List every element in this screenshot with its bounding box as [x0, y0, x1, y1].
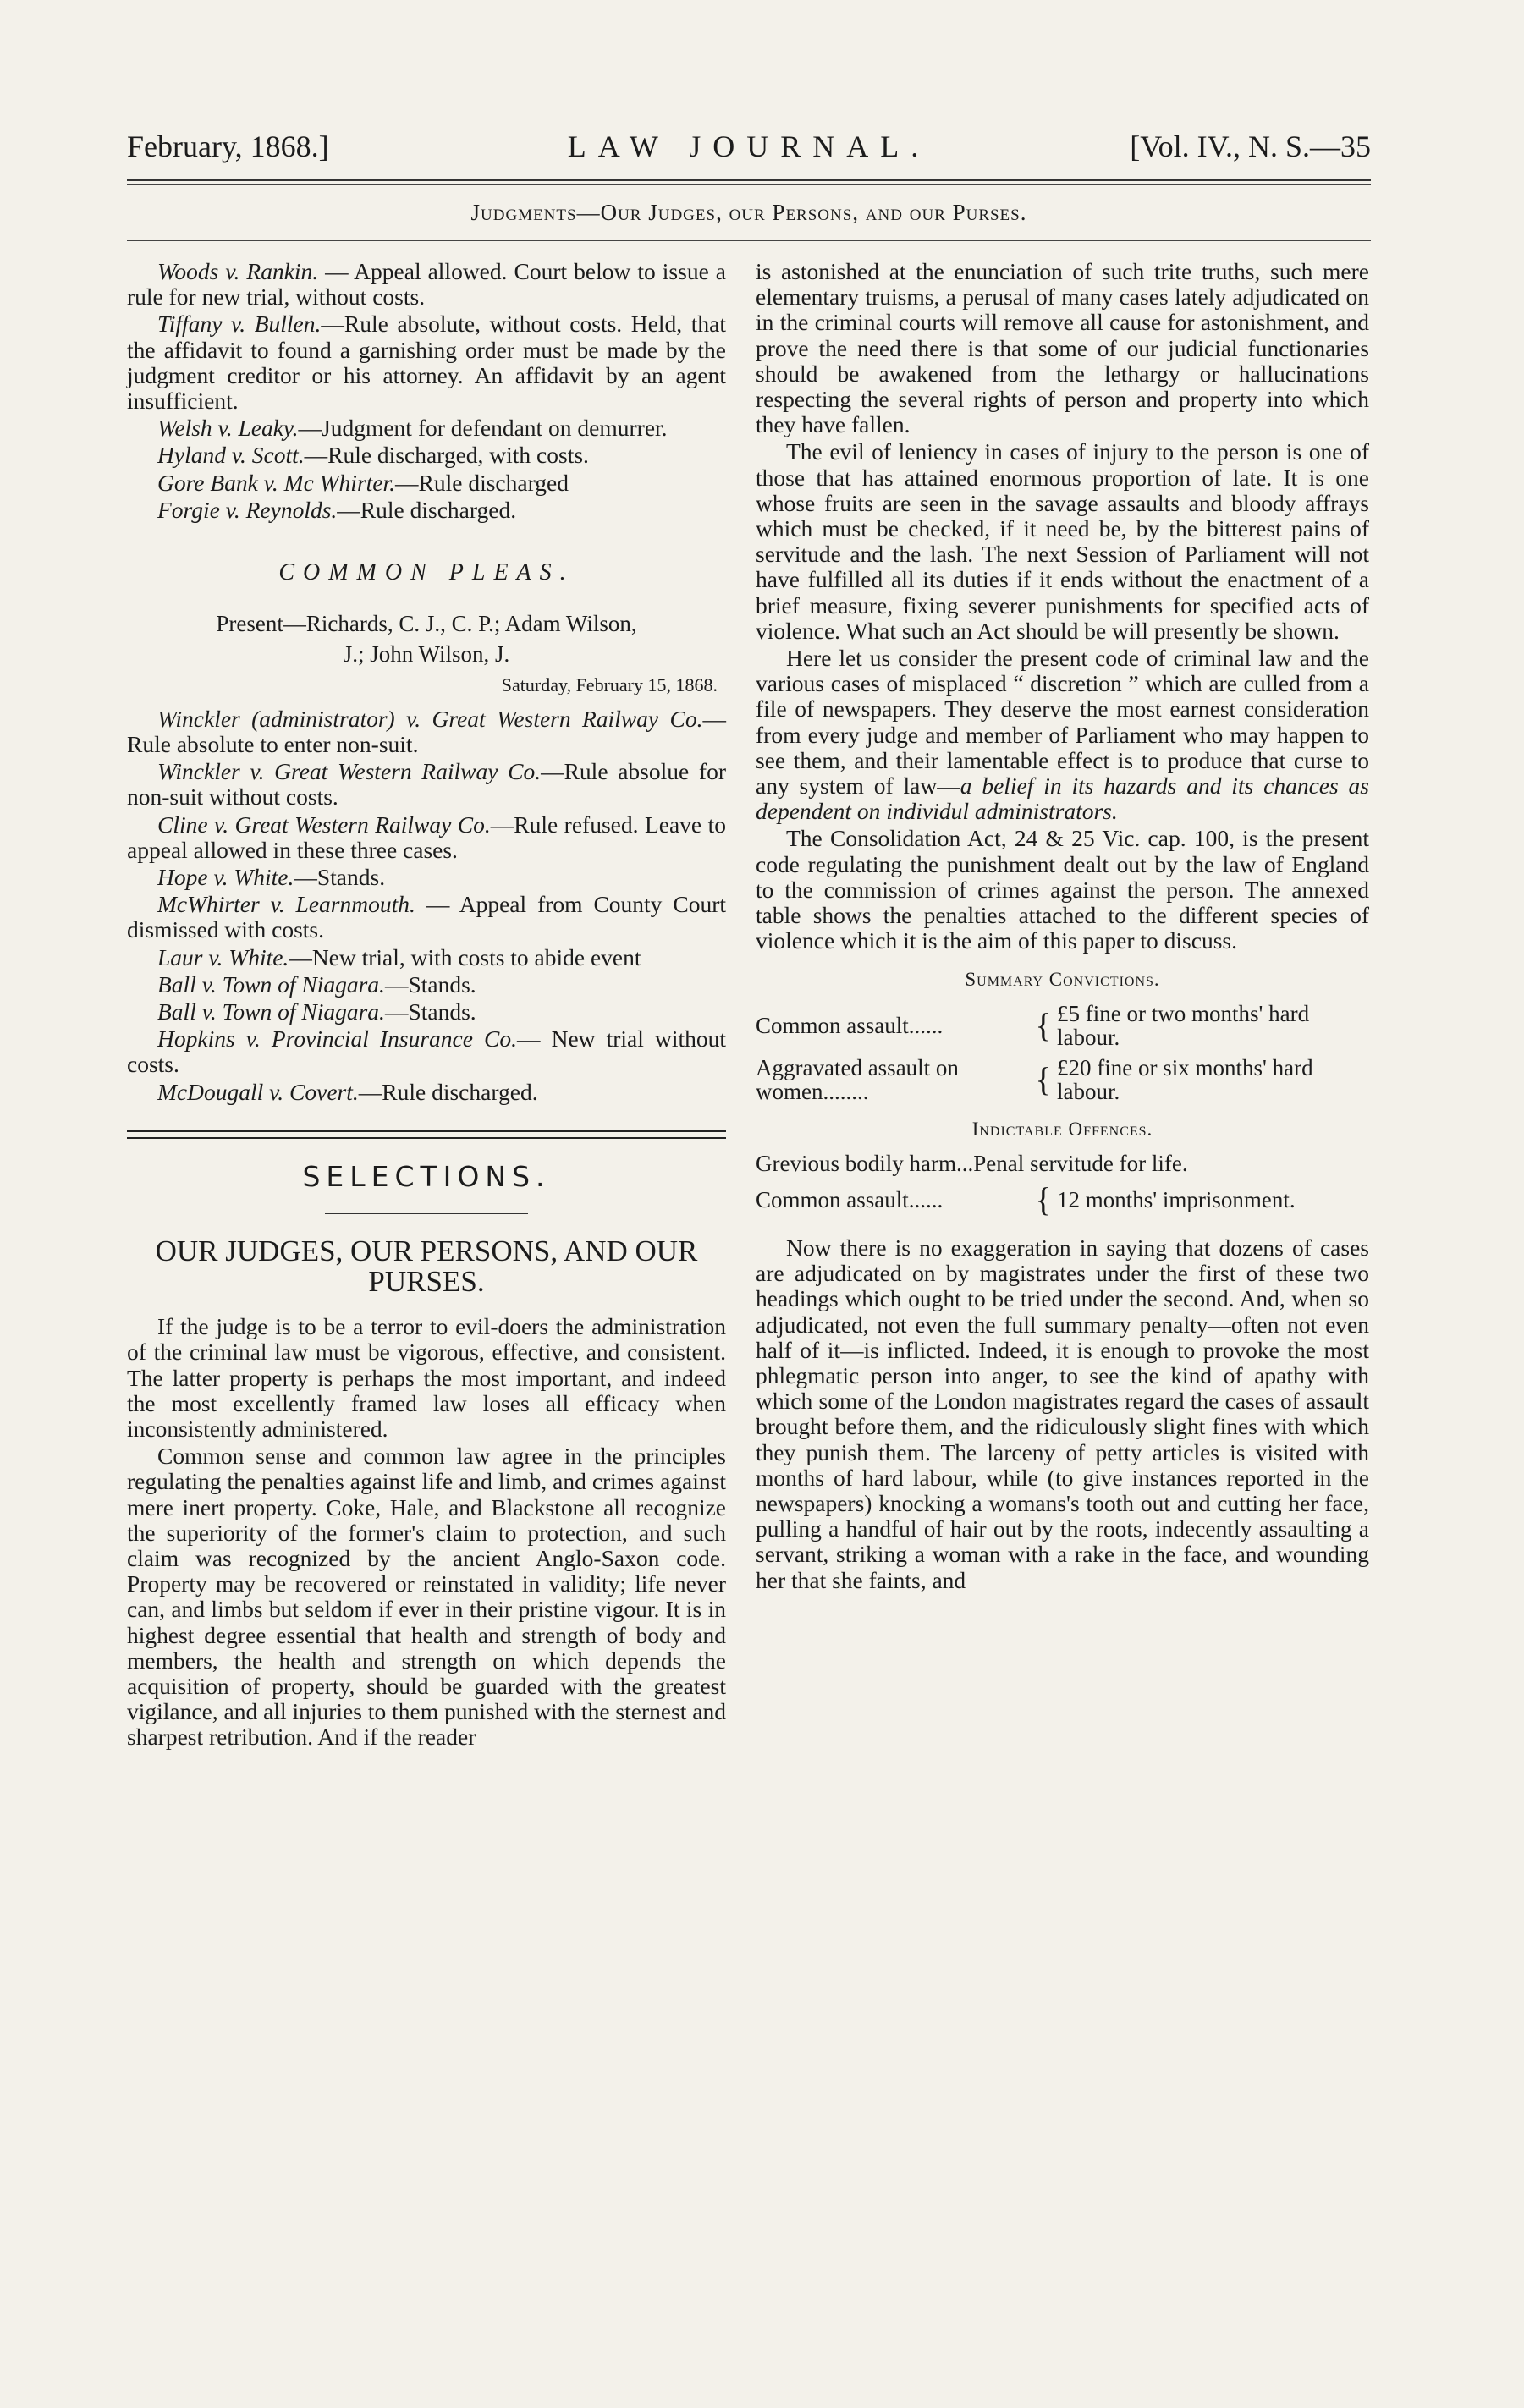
case-ruling: —Rule refused. Leave to appeal allowed in these three cases. — [127, 811, 726, 863]
article-paragraph: Common sense and common law agree in the principles regulating the penalties against life and limb, and crimes against mere inert property. Coke, Hale, and Blackstone all recognize the superiority of the former's claim to protection, and such claim was recognized by the ancient Anglo-Saxon code. Property may be recovered or reinstated in validity; life never can, and limbs but seldom if ever in their pristine vigour. It is in highest degree essential that health and strength of body and members, the health and strength on which depends the acquisition of property, should be guarded with the greatest vigilance, and all injuries to them punished with the sternest and sharpest retribution. And if the reader — [127, 1443, 726, 1751]
case-ruling: —Rule absolue for non-suit without costs. — [127, 758, 726, 811]
penalty-text: 12 months' imprisonment. — [1057, 1186, 1296, 1212]
title-rule — [325, 1213, 528, 1214]
judgment-entry — [127, 945, 726, 970]
sitting-date: Saturday, February 15, 1868. — [501, 673, 718, 695]
article-paragraph — [756, 646, 1369, 824]
header-rule-bottom — [127, 184, 1371, 185]
offence-name: Common assault...... — [756, 1186, 944, 1212]
present-judges-line2: J.; John Wilson, J. — [343, 641, 510, 668]
article-paragraph: The Consolidation Act, 24 & 25 Vic. cap. 100, is the present code regulating the punishment dealt out by the law of England to the commission of crimes against the person. The annexed table shows the penalties attached to the different species of violence which it is the aim of this paper to discuss. — [756, 825, 1369, 954]
case-ruling: —Rule discharged. — [337, 496, 517, 523]
court-heading: COMMON PLEAS. — [278, 559, 575, 586]
offence-name: Aggravated assault on women........ — [756, 1054, 959, 1104]
section-rule — [127, 240, 1371, 241]
case-name: Hopkins v. Provincial Insurance Co. — [157, 1025, 518, 1053]
penalty-text: £5 fine or two months' hard labour. — [1057, 1000, 1310, 1050]
judgment-entry — [127, 498, 726, 523]
left-column — [127, 259, 726, 1752]
judgment-entry — [127, 812, 726, 863]
judgment-entry — [127, 443, 726, 468]
case-ruling: — New trial without costs. — [127, 1025, 726, 1078]
case-name: Gore Bank v. Mc Whirter. — [157, 469, 396, 496]
judgment-entry — [127, 259, 726, 310]
case-ruling: —Stands. — [294, 864, 386, 891]
case-ruling: —Judgment for defendant on demurrer. — [298, 415, 668, 442]
case-name: Laur v. White. — [157, 943, 289, 970]
case-name: Woods v. Rankin. — [157, 258, 319, 284]
paragraph-text: Here let us consider the present code of criminal law and the various cases of misplaced “ discretion ” which are culled from a file of newspapers. They deserve the most earnest consideration from every judge and member of Parliament who may happen to see them, and their lamentable effect is to produce that curse to any system of law— — [756, 645, 1369, 800]
right-column — [756, 259, 1369, 1595]
judgment-entry — [127, 311, 726, 414]
case-ruling: —New trial, with costs to abide event — [289, 943, 641, 970]
offence-name: Common assault...... — [756, 1012, 944, 1038]
running-head — [127, 129, 1371, 171]
section-divider — [127, 1130, 726, 1139]
case-ruling: —Rule discharged, with costs. — [304, 442, 589, 469]
case-name: Welsh v. Leaky. — [157, 415, 299, 442]
case-name: McWhirter v. Learnmouth. — [157, 891, 415, 918]
judgment-entry — [127, 759, 726, 810]
case-name: Ball v. Town of Niagara. — [157, 998, 385, 1025]
judgment-entry — [127, 1026, 726, 1077]
case-name: Cline v. Great Western Railway Co. — [157, 811, 491, 838]
case-name: Winckler v. Great Western Railway Co. — [157, 758, 542, 785]
penalty-row: Grevious bodily harm...Penal servitude for life. — [756, 1150, 1188, 1176]
article-paragraph: is astonished at the enunciation of such trite truths, such mere elementary truisms, a perusal of many cases lately adjudicated on in the criminal courts will remove all cause for astonishment, and prove the need there is that some of our judicial functionaries should be awakened from the lethargy or hallucinations respecting the several rights of person and property into which they have fallen. — [756, 258, 1369, 438]
judgment-entry — [127, 1080, 726, 1105]
selections-heading: SELECTIONS. — [302, 1159, 551, 1193]
article-title: OUR JUDGES, OUR PERSONS, AND OUR PURSES. — [155, 1234, 698, 1299]
case-name: Hyland v. Scott. — [157, 442, 305, 469]
header-date: February, 1868.] — [127, 129, 329, 163]
penalty-row — [756, 1179, 1369, 1218]
case-ruling: —Rule absolute to enter non-suit. — [127, 705, 726, 758]
judgment-entry — [127, 706, 726, 757]
brace-glyph: { — [1035, 1059, 1052, 1098]
article-paragraph: Now there is no exaggeration in saying that dozens of cases are adjudicated on by magistrates under the first of these two headings which ought to be tried under the second. And, when so adjudicated, not even the full summary penalty—often not even half of it—is inflicted. Indeed, it is enough to provoke the most phlegmatic person into anger, to see the kind of apathy with which some of the London magistrates regard the cases of assault brought before them, and the ridiculously slight fines with which they punish them. The larceny of petty articles is visited with months of hard labour, while (to give instances reported in the newspapers) knocking a womans's tooth out and cutting her face, pulling a handful of hair out by the roots, indecently assaulting a servant, striking a woman with a rake in the face, and wounding her that she faints, and — [756, 1234, 1369, 1593]
case-name: Winckler (administrator) v. Great Western Railway Co. — [157, 705, 703, 732]
case-name: Hope v. White. — [157, 864, 294, 891]
penalties-table — [756, 967, 1369, 1216]
brace-glyph: { — [1035, 1179, 1052, 1218]
judgment-entry — [127, 999, 726, 1025]
case-ruling: — Appeal allowed. Court below to issue a rule for new trial, without costs. — [127, 258, 726, 311]
case-ruling: —Rule absolute, without costs. Held, that the affidavit to found a garnishing order must be made by the judgment creditor or his attorney. An affidavit by an agent insufficient. — [127, 311, 727, 415]
section-running-title: Judgments—Our Judges, our Persons, and our Purses. — [470, 200, 1027, 225]
indictable-offences-heading: Indictable Offences. — [971, 1118, 1153, 1140]
judgment-entry — [127, 972, 726, 998]
case-name: McDougall v. Covert. — [157, 1078, 359, 1105]
brace-glyph: { — [1035, 1005, 1052, 1044]
judgment-entry — [127, 415, 726, 441]
case-ruling: —Rule discharged — [395, 469, 569, 496]
case-ruling: —Stands. — [384, 998, 476, 1025]
header-rule-top — [127, 179, 1371, 181]
present-judges-line1: Present—Richards, C. J., C. P.; Adam Wilson, — [216, 611, 637, 637]
case-ruling: — Appeal from County Court dismissed with costs. — [127, 891, 726, 943]
emphasized-text: a belief in its hazards and its chances as dependent on individul administrators. — [756, 772, 1369, 825]
case-ruling: —Rule discharged. — [358, 1078, 538, 1105]
case-name: Forgie v. Reynolds. — [157, 496, 338, 523]
case-name: Ball v. Town of Niagara. — [157, 970, 385, 998]
judgment-entry — [127, 892, 726, 943]
article-paragraph: If the judge is to be a terror to evil-doers the administration of the criminal law must be vigorous, effective, and consistent. The latter property is perhaps the most important, and indeed the most excellently framed law loses all efficacy when inconsistently administered. — [127, 1313, 726, 1442]
volume-page: [Vol. IV., N. S.—35 — [1130, 129, 1371, 163]
common-pleas-cases — [127, 706, 726, 1105]
summary-convictions-heading: Summary Convictions. — [965, 969, 1160, 991]
penalty-row — [756, 1056, 1369, 1103]
article-paragraph: The evil of leniency in cases of injury to the person is one of those that has attained enormous proportion of late. It is one whose fruits are seen in the savage assaults and bloody affrays which must be checked, if it need be, by the bitterest pains of servitude and the lash. The next Session of Parliament will not have fulfilled all its duties if it ends without the enactment of a brief measure, fixing severer punishments for specified acts of violence. What such an Act should be will presently be shown. — [756, 438, 1369, 644]
penalty-text: £20 fine or six months' hard labour. — [1057, 1054, 1313, 1104]
case-ruling: —Stands. — [384, 970, 476, 998]
judgment-entry — [127, 865, 726, 890]
journal-title: LAW JOURNAL. — [567, 129, 931, 163]
penalty-row — [756, 1002, 1369, 1049]
judgments-list — [127, 259, 726, 523]
case-name: Tiffany v. Bullen. — [157, 311, 322, 338]
judgment-entry — [127, 470, 726, 496]
